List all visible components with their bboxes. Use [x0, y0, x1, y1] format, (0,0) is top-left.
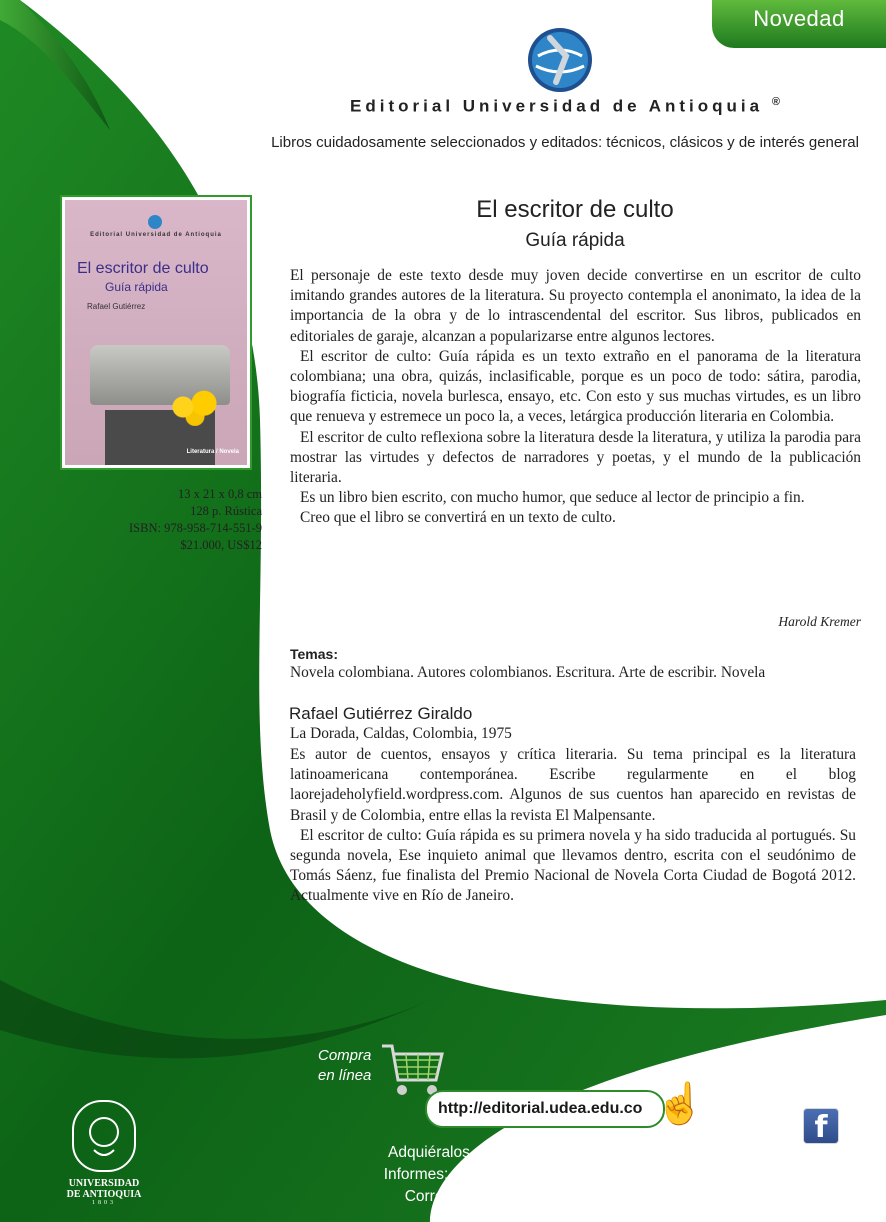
novedad-badge: Novedad: [712, 0, 886, 48]
facebook-icon[interactable]: f: [803, 1108, 839, 1144]
author-name: Rafael Gutiérrez Giraldo: [289, 704, 473, 723]
spec-pages: 128 p. Rústica: [190, 504, 262, 518]
cover-author: Rafael Gutiérrez: [87, 302, 146, 311]
publisher-name: Editorial Universidad de Antioquia ®: [350, 96, 780, 116]
compra-en-linea: Compra en línea: [318, 1047, 372, 1084]
contact-info: [300, 1142, 800, 1208]
cover-flowers: [165, 388, 225, 426]
spec-size: 13 x 21 x 0,8 cm: [177, 487, 262, 501]
website-link[interactable]: http://editorial.udea.edu.co: [438, 1100, 643, 1117]
spec-isbn: ISBN: 978-958-714-551-9: [129, 521, 262, 535]
description-paragraph: Creo que el libro se convertirá en un texto de culto.: [300, 509, 616, 527]
temas-heading: Temas:: [290, 646, 338, 662]
bio-paragraph: Es autor de cuentos, ensayos y crítica literaria. Su tema principal es la literatura latinoamericana contemporánea. Escribe regularmente en el blog laorejadeholyfield.wordpress.com. Algunos de sus cuentos han aparecido en revistas de Brasil y de Colombia, entre ellas la revista El Malpensante.: [290, 746, 856, 824]
book-specs: [90, 486, 262, 554]
description-paragraph: Es un libro bien escrito, con mucho humor, que seduce al lector de principio a fin.: [300, 489, 805, 507]
cover-logo-icon: [147, 214, 163, 230]
cover-label: Literatura / Novela: [186, 449, 239, 455]
spec-price: $21.000, US$12: [180, 538, 262, 552]
udea-name: UNIVERSIDAD DE ANTIOQUIA: [66, 1178, 142, 1200]
cover-title: El escritor de culto: [77, 260, 209, 277]
logo-globe-icon: [526, 26, 594, 94]
author-bio: [290, 745, 856, 907]
reviewer-name: Harold Kremer: [778, 614, 861, 629]
book-title: El escritor de culto: [476, 196, 674, 223]
description-paragraph: El personaje de este texto desde muy joven decide convertirse en un escritor de culto imitando grandes autores de la literatura. Su proyecto contempla el anonimato, la idea de la importancia de la obra y de lo intrascendental del escritor. Sus libros, publicados en editoriales de garaje, alcanzan a popularizarse entre algunos lectores.: [290, 267, 861, 345]
pointing-hand-icon: ☝: [655, 1082, 705, 1126]
cover-publisher: Editorial Universidad de Antioquia: [90, 232, 222, 238]
udea-logo: [66, 1100, 142, 1206]
book-description: [290, 266, 861, 529]
description-paragraph: El escritor de culto: Guía rápida es un texto extraño en el panorama de la literatura colombiana; una obra, quizás, inclasificable, porque es un poco de todo: sátira, parodia, biografía ficticia, novela burlesca, ensayo, etc. Con esto y sus muchas virtudes, es un libro que renueva y estremece un poco la, a veces, letárgica producción literaria en Colombia.: [290, 347, 861, 426]
bio-paragraph: El escritor de culto: Guía rápida es su primera novela y ha sido traducida al portugués. Su segunda novela, Ese inquieto animal que llevamos dentro, escrita con el seudónimo de Tomás Sáenz, fue finalista del Premio Nacional de Novela Corta Ciudad de Bogotá 2012. Actualmente vive en Río de Janeiro.: [290, 826, 856, 905]
contact-line-3: Correo electrónico: editorial@udea.edu.co: [404, 1188, 696, 1205]
cover-subtitle: Guía rápida: [105, 280, 168, 294]
contact-line-2: Informes: teléfonos: (57-4) 219 50 12, 219 80 13: [383, 1166, 717, 1183]
book-subtitle: Guía rápida: [525, 230, 625, 251]
udea-year: 1803: [92, 1200, 116, 1206]
description-paragraph: El escritor de culto reflexiona sobre la literatura desde la literatura, y utiliza la parodia para mostrar las virtudes y defectos de narradores y poetas, y el mundo de la publicación literaria.: [290, 428, 861, 487]
contact-line-1: Adquiéralos en las principales librerías del país: [388, 1144, 712, 1161]
publisher-tagline: Libros cuidadosamente seleccionados y editados: técnicos, clásicos y de interés general: [271, 134, 859, 151]
author-origin: La Dorada, Caldas, Colombia, 1975: [290, 725, 512, 742]
udea-crest-icon: [72, 1100, 136, 1172]
siguenos-label: Síguenos en:: [773, 1088, 856, 1104]
book-cover: [60, 195, 252, 470]
temas-text: Novela colombiana. Autores colombianos. Escritura. Arte de escribir. Novela: [290, 664, 766, 681]
